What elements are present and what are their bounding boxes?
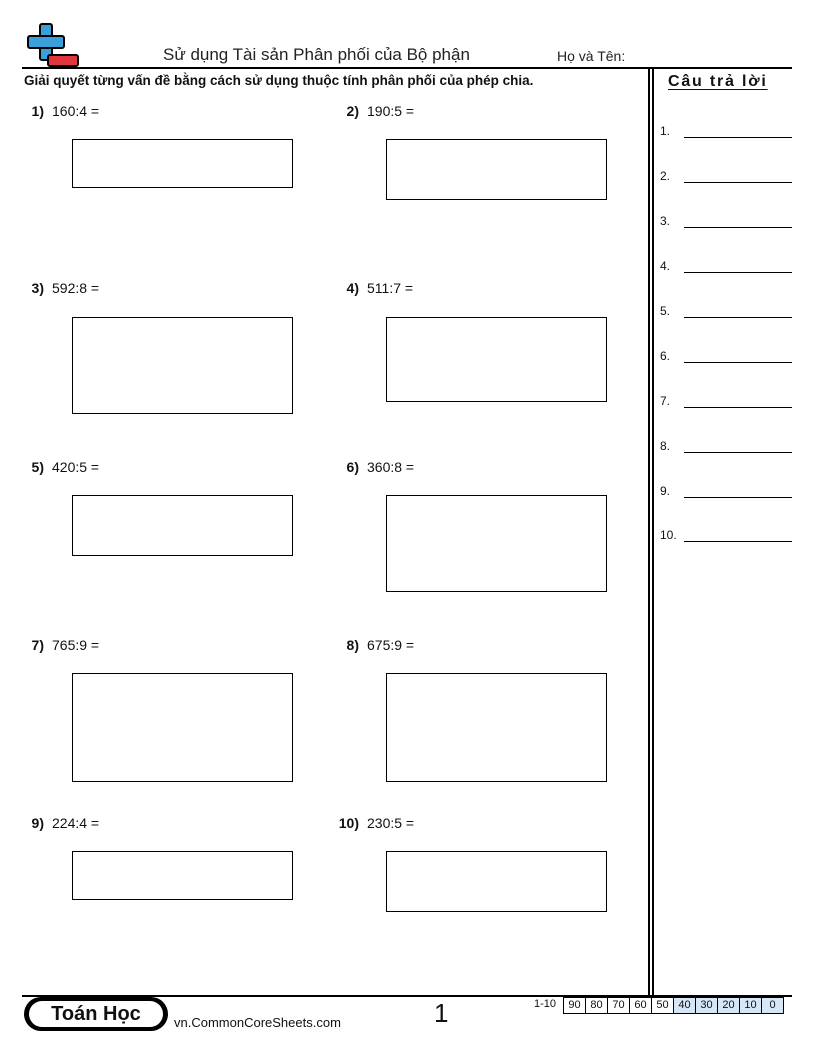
answer-line[interactable] <box>684 407 792 408</box>
problem-5 <box>24 459 99 479</box>
problem-number: 9) <box>31 815 44 831</box>
problem-3 <box>24 280 99 300</box>
problem-expression: 420:5 = <box>52 459 100 475</box>
header-rule <box>22 67 792 69</box>
answer-line[interactable] <box>684 137 792 138</box>
score-cell: 0 <box>762 998 784 1014</box>
answer-row-7 <box>660 394 792 414</box>
answer-number: 9. <box>660 484 671 498</box>
answer-line[interactable] <box>684 182 792 183</box>
score-cell: 90 <box>564 998 586 1014</box>
score-cell: 10 <box>740 998 762 1014</box>
problem-number: 5) <box>31 459 44 475</box>
score-cell: 20 <box>718 998 740 1014</box>
problem-expression: 224:4 = <box>52 815 100 831</box>
name-label: Họ và Tên: <box>557 48 626 64</box>
problem-expression: 190:5 = <box>367 103 415 119</box>
score-range-label: 1-10 <box>534 998 557 1010</box>
answer-number: 1. <box>660 124 671 138</box>
problem-number: 1) <box>31 103 44 119</box>
answer-row-1 <box>660 124 792 144</box>
problem-number: 10) <box>338 815 359 831</box>
problem-expression: 160:4 = <box>52 103 100 119</box>
page-number: 1 <box>434 998 449 1028</box>
answer-row-8 <box>660 439 792 459</box>
answer-number: 2. <box>660 169 671 183</box>
answers-title: Câu trả lời <box>668 73 768 90</box>
answer-column-divider-inner <box>652 67 654 995</box>
site-url: vn.CommonCoreSheets.com <box>174 1015 341 1030</box>
work-box-6[interactable] <box>386 495 607 592</box>
score-cell: 80 <box>586 998 608 1014</box>
work-box-4[interactable] <box>386 317 607 402</box>
answer-row-3 <box>660 214 792 234</box>
plus-minus-logo-icon <box>22 22 80 68</box>
answer-number: 6. <box>660 349 671 363</box>
work-box-7[interactable] <box>72 673 293 782</box>
answer-row-2 <box>660 169 792 189</box>
answer-row-6 <box>660 349 792 369</box>
work-box-10[interactable] <box>386 851 607 912</box>
answer-row-9 <box>660 484 792 504</box>
brand-label: Toán Học <box>29 1001 163 1027</box>
answer-row-5 <box>660 304 792 324</box>
problem-expression: 675:9 = <box>367 637 415 653</box>
problem-expression: 765:9 = <box>52 637 100 653</box>
work-box-3[interactable] <box>72 317 293 414</box>
score-cell: 60 <box>630 998 652 1014</box>
answer-line[interactable] <box>684 362 792 363</box>
score-table <box>563 997 784 1014</box>
score-cell: 40 <box>674 998 696 1014</box>
problem-1 <box>24 103 99 123</box>
problem-9 <box>24 815 99 835</box>
brand-badge <box>24 997 168 1031</box>
problem-number: 6) <box>346 459 359 475</box>
problem-number: 4) <box>346 280 359 296</box>
answer-line[interactable] <box>684 452 792 453</box>
work-box-1[interactable] <box>72 139 293 188</box>
answer-number: 3. <box>660 214 671 228</box>
problem-6 <box>330 459 414 479</box>
problem-number: 8) <box>346 637 359 653</box>
answer-row-4 <box>660 259 792 279</box>
score-cell: 50 <box>652 998 674 1014</box>
answer-line[interactable] <box>684 272 792 273</box>
problem-expression: 592:8 = <box>52 280 100 296</box>
answer-row-10 <box>660 528 792 548</box>
answer-line[interactable] <box>684 227 792 228</box>
answer-line[interactable] <box>684 541 792 542</box>
work-box-8[interactable] <box>386 673 607 782</box>
problem-2 <box>330 103 414 123</box>
work-box-5[interactable] <box>72 495 293 556</box>
problem-4 <box>330 280 413 300</box>
problem-expression: 230:5 = <box>367 815 415 831</box>
problem-expression: 360:8 = <box>367 459 415 475</box>
work-box-2[interactable] <box>386 139 607 200</box>
instructions: Giải quyết từng vấn đề bằng cách sử dụng thuộc tính phân phối của phép chia. <box>24 73 534 88</box>
problem-10 <box>330 815 414 835</box>
score-cell: 30 <box>696 998 718 1014</box>
worksheet-title: Sử dụng Tài sản Phân phối của Bộ phận <box>163 45 470 64</box>
answer-number: 10. <box>660 528 677 542</box>
answer-column-divider <box>648 67 650 995</box>
problem-number: 7) <box>31 637 44 653</box>
answer-line[interactable] <box>684 497 792 498</box>
answer-line[interactable] <box>684 317 792 318</box>
work-box-9[interactable] <box>72 851 293 900</box>
answer-number: 4. <box>660 259 671 273</box>
problem-7 <box>24 637 99 657</box>
answer-number: 7. <box>660 394 671 408</box>
problem-8 <box>330 637 414 657</box>
score-cell: 70 <box>608 998 630 1014</box>
problem-expression: 511:7 = <box>367 280 414 296</box>
answer-number: 8. <box>660 439 671 453</box>
problem-number: 3) <box>31 280 44 296</box>
answer-number: 5. <box>660 304 671 318</box>
problem-number: 2) <box>346 103 359 119</box>
